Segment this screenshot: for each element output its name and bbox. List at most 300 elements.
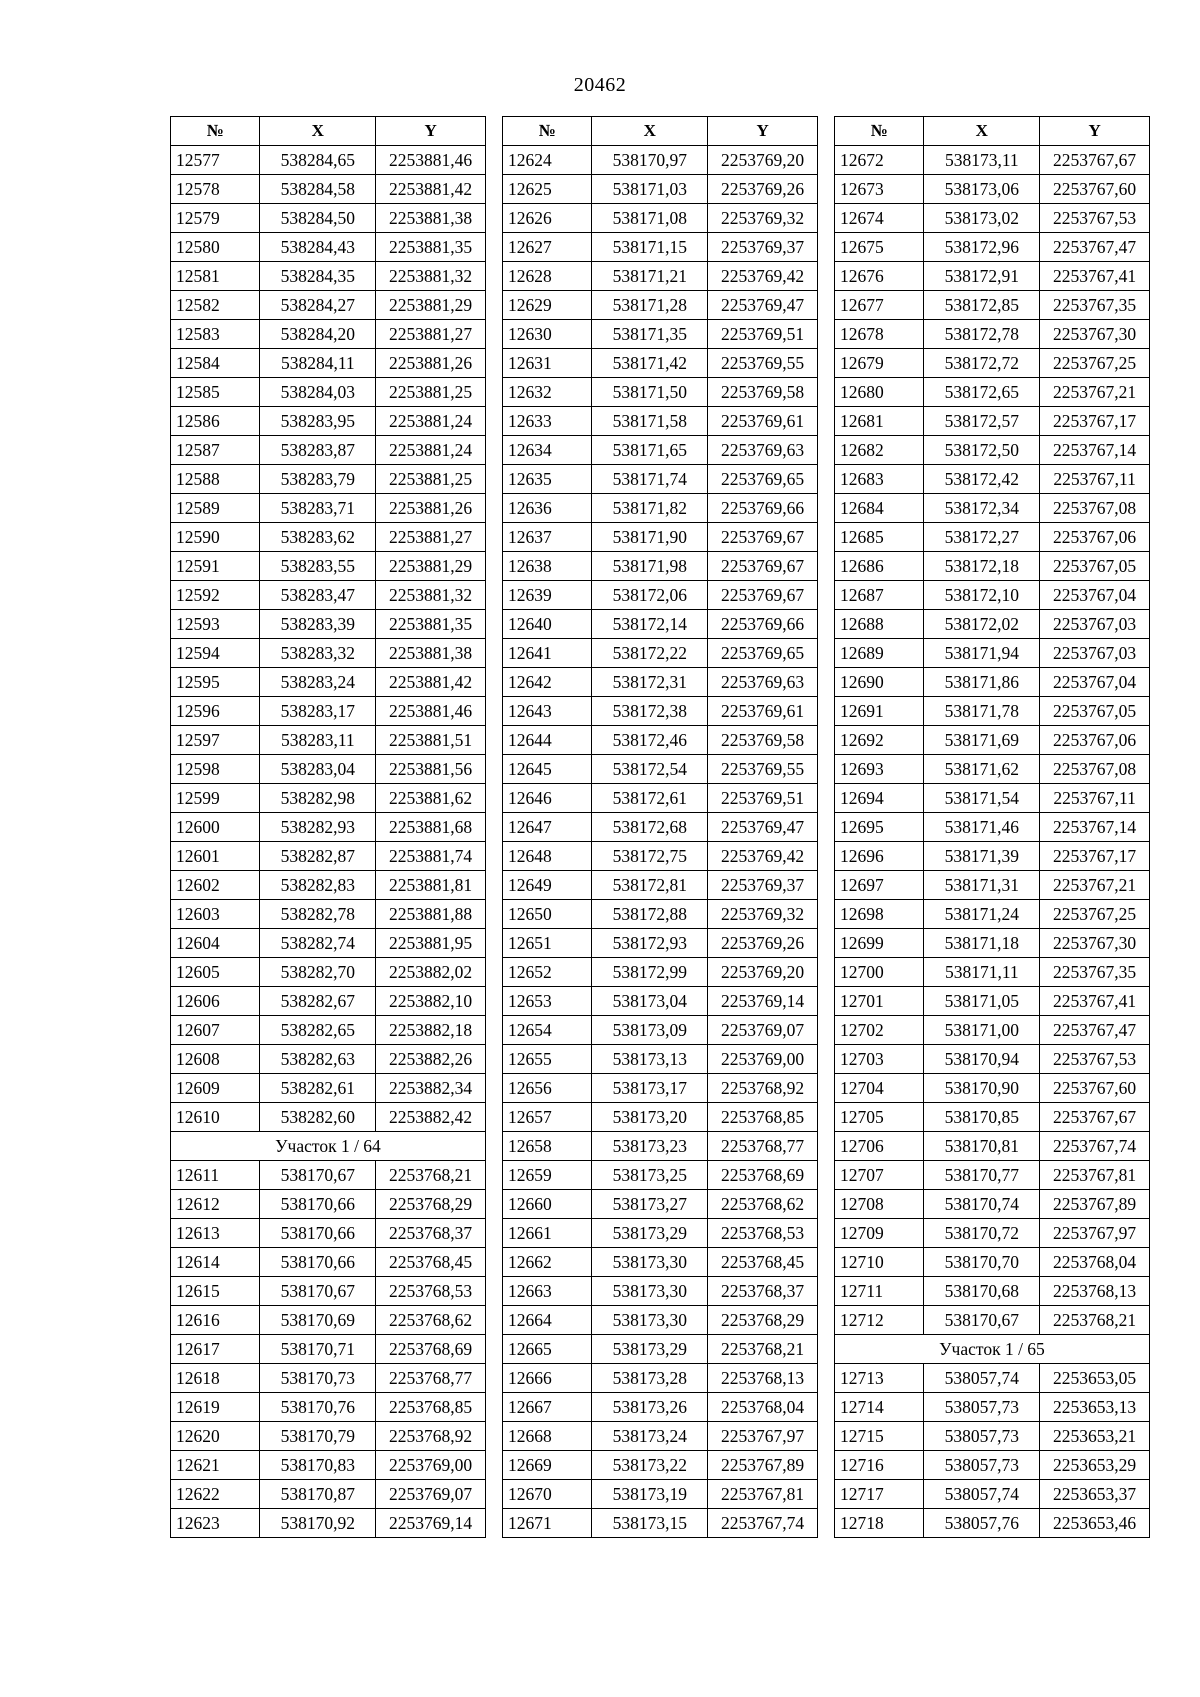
x-coordinate-cell: 538282,83 [260, 871, 376, 900]
y-coordinate-cell: 2253881,35 [376, 233, 486, 262]
y-coordinate-cell: 2253769,07 [708, 1016, 818, 1045]
table-row [171, 697, 486, 726]
point-number-cell: 12608 [171, 1045, 260, 1074]
y-coordinate-cell: 2253768,37 [708, 1277, 818, 1306]
y-coordinate-cell: 2253769,14 [376, 1509, 486, 1538]
point-number-cell: 12586 [171, 407, 260, 436]
x-coordinate-cell: 538173,13 [592, 1045, 708, 1074]
x-coordinate-cell: 538283,11 [260, 726, 376, 755]
point-number-cell: 12622 [171, 1480, 260, 1509]
point-number-cell: 12707 [835, 1161, 924, 1190]
point-number-cell: 12648 [503, 842, 592, 871]
x-coordinate-cell: 538283,39 [260, 610, 376, 639]
table-row [171, 1103, 486, 1132]
y-coordinate-cell: 2253653,29 [1040, 1451, 1150, 1480]
y-coordinate-cell: 2253881,46 [376, 697, 486, 726]
table-row [835, 668, 1150, 697]
x-coordinate-cell: 538171,24 [924, 900, 1040, 929]
y-coordinate-cell: 2253769,61 [708, 697, 818, 726]
y-coordinate-cell: 2253769,66 [708, 610, 818, 639]
point-number-cell: 12656 [503, 1074, 592, 1103]
point-number-cell: 12627 [503, 233, 592, 262]
y-coordinate-cell: 2253882,42 [376, 1103, 486, 1132]
point-number-cell: 12679 [835, 349, 924, 378]
y-coordinate-cell: 2253767,35 [1040, 958, 1150, 987]
y-coordinate-cell: 2253653,21 [1040, 1422, 1150, 1451]
table-row [503, 1248, 818, 1277]
x-coordinate-cell: 538172,22 [592, 639, 708, 668]
point-number-cell: 12593 [171, 610, 260, 639]
y-coordinate-cell: 2253881,88 [376, 900, 486, 929]
y-coordinate-cell: 2253767,74 [708, 1509, 818, 1538]
table-row [835, 726, 1150, 755]
point-number-cell: 12658 [503, 1132, 592, 1161]
x-coordinate-cell: 538171,28 [592, 291, 708, 320]
point-number-cell: 12693 [835, 755, 924, 784]
y-coordinate-cell: 2253768,85 [376, 1393, 486, 1422]
y-coordinate-cell: 2253653,46 [1040, 1509, 1150, 1538]
y-coordinate-cell: 2253881,68 [376, 813, 486, 842]
table-row [835, 1480, 1150, 1509]
y-coordinate-cell: 2253768,04 [1040, 1248, 1150, 1277]
table-row [503, 1045, 818, 1074]
y-coordinate-cell: 2253768,92 [376, 1422, 486, 1451]
x-coordinate-cell: 538283,24 [260, 668, 376, 697]
y-coordinate-cell: 2253769,20 [708, 958, 818, 987]
table-row [171, 1480, 486, 1509]
table-row [835, 987, 1150, 1016]
y-coordinate-cell: 2253767,06 [1040, 726, 1150, 755]
x-coordinate-cell: 538282,87 [260, 842, 376, 871]
table-row [503, 407, 818, 436]
x-coordinate-cell: 538170,87 [260, 1480, 376, 1509]
x-coordinate-cell: 538172,85 [924, 291, 1040, 320]
table-row [835, 146, 1150, 175]
point-number-cell: 12632 [503, 378, 592, 407]
x-coordinate-cell: 538283,62 [260, 523, 376, 552]
y-coordinate-cell: 2253769,65 [708, 465, 818, 494]
x-coordinate-cell: 538172,88 [592, 900, 708, 929]
point-number-cell: 12699 [835, 929, 924, 958]
point-number-cell: 12588 [171, 465, 260, 494]
y-coordinate-cell: 2253653,05 [1040, 1364, 1150, 1393]
table-row [171, 349, 486, 378]
point-number-cell: 12639 [503, 581, 592, 610]
x-coordinate-cell: 538170,74 [924, 1190, 1040, 1219]
y-coordinate-cell: 2253767,08 [1040, 755, 1150, 784]
x-coordinate-cell: 538170,70 [924, 1248, 1040, 1277]
point-number-cell: 12589 [171, 494, 260, 523]
x-coordinate-cell: 538057,73 [924, 1393, 1040, 1422]
coordinates-table-2 [502, 116, 818, 1538]
point-number-cell: 12678 [835, 320, 924, 349]
table-row [503, 1335, 818, 1364]
y-coordinate-cell: 2253881,51 [376, 726, 486, 755]
x-coordinate-cell: 538284,65 [260, 146, 376, 175]
y-coordinate-cell: 2253881,24 [376, 436, 486, 465]
table-row [835, 610, 1150, 639]
y-coordinate-cell: 2253768,77 [376, 1364, 486, 1393]
point-number-cell: 12619 [171, 1393, 260, 1422]
table-row [503, 697, 818, 726]
point-number-cell: 12674 [835, 204, 924, 233]
y-coordinate-cell: 2253767,17 [1040, 842, 1150, 871]
point-number-cell: 12662 [503, 1248, 592, 1277]
table-row [503, 813, 818, 842]
table-row [835, 1509, 1150, 1538]
point-number-cell: 12578 [171, 175, 260, 204]
table-row [835, 1074, 1150, 1103]
y-coordinate-cell: 2253768,13 [1040, 1277, 1150, 1306]
y-coordinate-cell: 2253769,67 [708, 523, 818, 552]
point-number-cell: 12661 [503, 1219, 592, 1248]
y-coordinate-cell: 2253881,26 [376, 494, 486, 523]
table-row [503, 291, 818, 320]
point-number-cell: 12669 [503, 1451, 592, 1480]
point-number-cell: 12616 [171, 1306, 260, 1335]
table-row [171, 900, 486, 929]
point-number-cell: 12701 [835, 987, 924, 1016]
x-coordinate-cell: 538171,50 [592, 378, 708, 407]
point-number-cell: 12692 [835, 726, 924, 755]
point-number-cell: 12694 [835, 784, 924, 813]
x-coordinate-cell: 538284,27 [260, 291, 376, 320]
y-coordinate-cell: 2253767,14 [1040, 436, 1150, 465]
y-coordinate-cell: 2253767,41 [1040, 987, 1150, 1016]
table-row [835, 523, 1150, 552]
x-coordinate-cell: 538171,39 [924, 842, 1040, 871]
table-row [171, 581, 486, 610]
x-coordinate-cell: 538173,29 [592, 1335, 708, 1364]
x-coordinate-cell: 538170,92 [260, 1509, 376, 1538]
y-coordinate-cell: 2253767,53 [1040, 204, 1150, 233]
y-coordinate-cell: 2253767,53 [1040, 1045, 1150, 1074]
table-row [835, 697, 1150, 726]
table-row [503, 262, 818, 291]
y-coordinate-cell: 2253881,81 [376, 871, 486, 900]
x-coordinate-cell: 538170,81 [924, 1132, 1040, 1161]
table-row [171, 987, 486, 1016]
x-coordinate-cell: 538170,71 [260, 1335, 376, 1364]
table-row [171, 1451, 486, 1480]
point-number-cell: 12637 [503, 523, 592, 552]
x-coordinate-cell: 538171,35 [592, 320, 708, 349]
table-row [835, 465, 1150, 494]
point-number-cell: 12686 [835, 552, 924, 581]
point-number-cell: 12606 [171, 987, 260, 1016]
table-row [171, 494, 486, 523]
table-row [171, 523, 486, 552]
x-coordinate-cell: 538282,65 [260, 1016, 376, 1045]
table-row [171, 1364, 486, 1393]
table-row [503, 1509, 818, 1538]
y-coordinate-cell: 2253881,32 [376, 262, 486, 291]
table-row [835, 871, 1150, 900]
x-coordinate-cell: 538172,65 [924, 378, 1040, 407]
table-row [835, 1016, 1150, 1045]
point-number-cell: 12644 [503, 726, 592, 755]
y-coordinate-cell: 2253769,63 [708, 436, 818, 465]
x-coordinate-cell: 538172,42 [924, 465, 1040, 494]
point-number-cell: 12652 [503, 958, 592, 987]
x-coordinate-cell: 538171,46 [924, 813, 1040, 842]
point-number-cell: 12712 [835, 1306, 924, 1335]
point-number-cell: 12617 [171, 1335, 260, 1364]
table-row [503, 900, 818, 929]
point-number-cell: 12579 [171, 204, 260, 233]
table-row [503, 320, 818, 349]
x-coordinate-cell: 538173,30 [592, 1248, 708, 1277]
x-coordinate-cell: 538172,31 [592, 668, 708, 697]
x-coordinate-cell: 538284,20 [260, 320, 376, 349]
table-row [171, 175, 486, 204]
table-row [171, 1016, 486, 1045]
point-number-cell: 12718 [835, 1509, 924, 1538]
table-header-row [171, 117, 486, 146]
point-number-cell: 12671 [503, 1509, 592, 1538]
y-coordinate-cell: 2253882,10 [376, 987, 486, 1016]
point-number-cell: 12676 [835, 262, 924, 291]
x-coordinate-cell: 538171,11 [924, 958, 1040, 987]
table-row [835, 1451, 1150, 1480]
x-coordinate-cell: 538170,67 [260, 1277, 376, 1306]
table-row [503, 378, 818, 407]
point-number-cell: 12677 [835, 291, 924, 320]
y-coordinate-cell: 2253769,51 [708, 784, 818, 813]
x-coordinate-cell: 538173,26 [592, 1393, 708, 1422]
x-coordinate-cell: 538173,30 [592, 1277, 708, 1306]
point-number-cell: 12630 [503, 320, 592, 349]
table-row [503, 1219, 818, 1248]
y-coordinate-cell: 2253653,37 [1040, 1480, 1150, 1509]
point-number-cell: 12709 [835, 1219, 924, 1248]
y-coordinate-cell: 2253767,67 [1040, 1103, 1150, 1132]
x-coordinate-cell: 538171,54 [924, 784, 1040, 813]
y-coordinate-cell: 2253881,26 [376, 349, 486, 378]
point-number-cell: 12629 [503, 291, 592, 320]
point-number-cell: 12631 [503, 349, 592, 378]
point-number-cell: 12695 [835, 813, 924, 842]
x-coordinate-cell: 538173,15 [592, 1509, 708, 1538]
table-row [835, 291, 1150, 320]
table-row [171, 465, 486, 494]
x-coordinate-cell: 538171,74 [592, 465, 708, 494]
x-coordinate-cell: 538173,27 [592, 1190, 708, 1219]
table-header-row [503, 117, 818, 146]
point-number-cell: 12703 [835, 1045, 924, 1074]
y-coordinate-cell: 2253767,30 [1040, 320, 1150, 349]
y-coordinate-cell: 2253768,37 [376, 1219, 486, 1248]
y-coordinate-cell: 2253767,08 [1040, 494, 1150, 523]
y-coordinate-cell: 2253769,00 [708, 1045, 818, 1074]
y-coordinate-cell: 2253769,55 [708, 349, 818, 378]
table-row [835, 175, 1150, 204]
x-coordinate-cell: 538171,69 [924, 726, 1040, 755]
point-number-cell: 12680 [835, 378, 924, 407]
point-number-cell: 12618 [171, 1364, 260, 1393]
point-number-cell: 12581 [171, 262, 260, 291]
x-coordinate-cell: 538172,72 [924, 349, 1040, 378]
point-number-cell: 12700 [835, 958, 924, 987]
header-num: № [835, 117, 924, 146]
table-row [171, 871, 486, 900]
point-number-cell: 12696 [835, 842, 924, 871]
x-coordinate-cell: 538173,25 [592, 1161, 708, 1190]
x-coordinate-cell: 538172,57 [924, 407, 1040, 436]
y-coordinate-cell: 2253767,03 [1040, 639, 1150, 668]
x-coordinate-cell: 538284,43 [260, 233, 376, 262]
x-coordinate-cell: 538171,21 [592, 262, 708, 291]
point-number-cell: 12592 [171, 581, 260, 610]
point-number-cell: 12602 [171, 871, 260, 900]
point-number-cell: 12713 [835, 1364, 924, 1393]
point-number-cell: 12702 [835, 1016, 924, 1045]
table-row [835, 349, 1150, 378]
point-number-cell: 12698 [835, 900, 924, 929]
y-coordinate-cell: 2253768,21 [376, 1161, 486, 1190]
table-row [503, 349, 818, 378]
table-row [835, 842, 1150, 871]
table-row [835, 1045, 1150, 1074]
point-number-cell: 12715 [835, 1422, 924, 1451]
table-row [503, 1364, 818, 1393]
x-coordinate-cell: 538173,23 [592, 1132, 708, 1161]
x-coordinate-cell: 538172,75 [592, 842, 708, 871]
x-coordinate-cell: 538170,90 [924, 1074, 1040, 1103]
coordinates-table-1 [170, 116, 486, 1538]
x-coordinate-cell: 538170,66 [260, 1190, 376, 1219]
x-coordinate-cell: 538282,60 [260, 1103, 376, 1132]
y-coordinate-cell: 2253769,55 [708, 755, 818, 784]
x-coordinate-cell: 538283,55 [260, 552, 376, 581]
x-coordinate-cell: 538172,54 [592, 755, 708, 784]
y-coordinate-cell: 2253767,17 [1040, 407, 1150, 436]
table-row [171, 610, 486, 639]
table-row [503, 1016, 818, 1045]
table-row [503, 1480, 818, 1509]
y-coordinate-cell: 2253881,29 [376, 291, 486, 320]
point-number-cell: 12663 [503, 1277, 592, 1306]
x-coordinate-cell: 538057,73 [924, 1422, 1040, 1451]
x-coordinate-cell: 538283,17 [260, 697, 376, 726]
table-row [503, 929, 818, 958]
table-row [835, 262, 1150, 291]
table-row [503, 987, 818, 1016]
table-row [171, 726, 486, 755]
x-coordinate-cell: 538284,03 [260, 378, 376, 407]
y-coordinate-cell: 2253768,13 [708, 1364, 818, 1393]
y-coordinate-cell: 2253768,53 [376, 1277, 486, 1306]
table-row [171, 1074, 486, 1103]
y-coordinate-cell: 2253767,35 [1040, 291, 1150, 320]
point-number-cell: 12641 [503, 639, 592, 668]
table-row [835, 204, 1150, 233]
section-label: Участок 1 / 65 [835, 1335, 1150, 1364]
x-coordinate-cell: 538172,06 [592, 581, 708, 610]
point-number-cell: 12655 [503, 1045, 592, 1074]
y-coordinate-cell: 2253769,37 [708, 233, 818, 262]
x-coordinate-cell: 538171,90 [592, 523, 708, 552]
table-row [171, 929, 486, 958]
x-coordinate-cell: 538171,82 [592, 494, 708, 523]
y-coordinate-cell: 2253769,20 [708, 146, 818, 175]
y-coordinate-cell: 2253881,62 [376, 784, 486, 813]
point-number-cell: 12710 [835, 1248, 924, 1277]
table-row [171, 1277, 486, 1306]
y-coordinate-cell: 2253768,21 [708, 1335, 818, 1364]
y-coordinate-cell: 2253881,56 [376, 755, 486, 784]
point-number-cell: 12660 [503, 1190, 592, 1219]
table-row [171, 755, 486, 784]
y-coordinate-cell: 2253769,47 [708, 291, 818, 320]
table-row [171, 552, 486, 581]
table-row [835, 581, 1150, 610]
y-coordinate-cell: 2253767,25 [1040, 900, 1150, 929]
x-coordinate-cell: 538283,95 [260, 407, 376, 436]
table-row [171, 1335, 486, 1364]
table-row [835, 755, 1150, 784]
table-row [835, 1306, 1150, 1335]
point-number-cell: 12675 [835, 233, 924, 262]
point-number-cell: 12711 [835, 1277, 924, 1306]
y-coordinate-cell: 2253767,97 [1040, 1219, 1150, 1248]
y-coordinate-cell: 2253769,42 [708, 262, 818, 291]
y-coordinate-cell: 2253767,74 [1040, 1132, 1150, 1161]
point-number-cell: 12688 [835, 610, 924, 639]
y-coordinate-cell: 2253767,05 [1040, 552, 1150, 581]
point-number-cell: 12643 [503, 697, 592, 726]
table-row [171, 378, 486, 407]
point-number-cell: 12614 [171, 1248, 260, 1277]
y-coordinate-cell: 2253768,04 [708, 1393, 818, 1422]
x-coordinate-cell: 538170,77 [924, 1161, 1040, 1190]
point-number-cell: 12636 [503, 494, 592, 523]
table-row [503, 552, 818, 581]
point-number-cell: 12691 [835, 697, 924, 726]
x-coordinate-cell: 538170,94 [924, 1045, 1040, 1074]
page-number: 20462 [573, 74, 627, 96]
y-coordinate-cell: 2253769,51 [708, 320, 818, 349]
point-number-cell: 12621 [171, 1451, 260, 1480]
table-row [503, 1277, 818, 1306]
table-row [835, 1103, 1150, 1132]
x-coordinate-cell: 538170,68 [924, 1277, 1040, 1306]
y-coordinate-cell: 2253767,67 [1040, 146, 1150, 175]
section-label: Участок 1 / 64 [171, 1132, 486, 1161]
point-number-cell: 12657 [503, 1103, 592, 1132]
y-coordinate-cell: 2253767,21 [1040, 378, 1150, 407]
table-row [171, 813, 486, 842]
y-coordinate-cell: 2253881,38 [376, 639, 486, 668]
table-row [503, 1074, 818, 1103]
y-coordinate-cell: 2253768,69 [708, 1161, 818, 1190]
x-coordinate-cell: 538172,50 [924, 436, 1040, 465]
table-row [503, 668, 818, 697]
point-number-cell: 12646 [503, 784, 592, 813]
table-row [503, 610, 818, 639]
point-number-cell: 12620 [171, 1422, 260, 1451]
point-number-cell: 12704 [835, 1074, 924, 1103]
section-row [835, 1335, 1150, 1364]
x-coordinate-cell: 538172,68 [592, 813, 708, 842]
point-number-cell: 12612 [171, 1190, 260, 1219]
point-number-cell: 12601 [171, 842, 260, 871]
x-coordinate-cell: 538173,04 [592, 987, 708, 1016]
x-coordinate-cell: 538282,61 [260, 1074, 376, 1103]
y-coordinate-cell: 2253767,97 [708, 1422, 818, 1451]
y-coordinate-cell: 2253882,02 [376, 958, 486, 987]
y-coordinate-cell: 2253767,04 [1040, 581, 1150, 610]
